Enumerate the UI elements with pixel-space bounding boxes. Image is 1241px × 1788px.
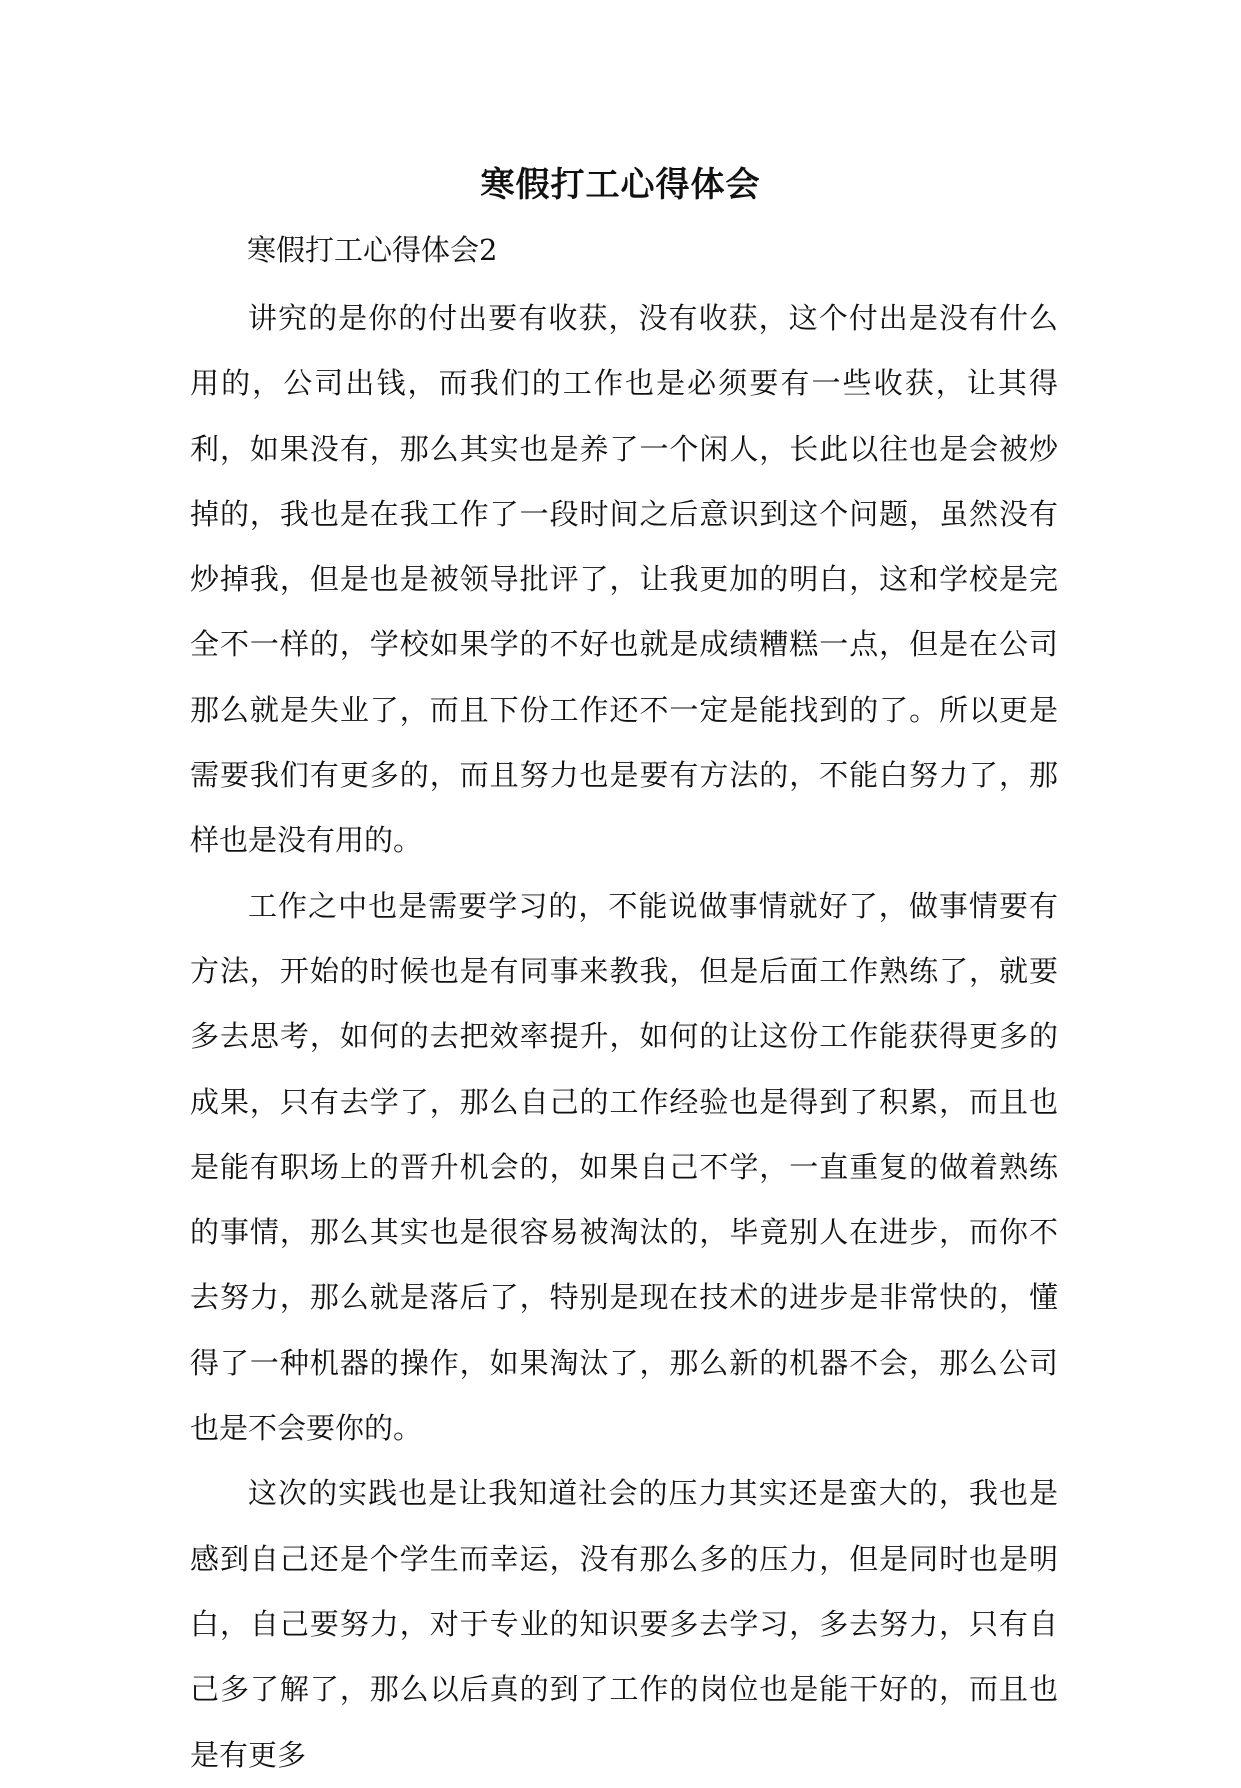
document-subtitle: 寒假打工心得体会2 <box>247 233 498 267</box>
paragraph: 讲究的是你的付出要有收获，没有收获，这个付出是没有什么用的，公司出钱，而我们的工作也是必须要有一些收获，让其得利，如果没有，那么其实也是养了一个闲人，长此以往也是会被炒掉的，我也是在我工作了一段时间之后意识到这个问题，虽然没有炒掉我，但是也是被领导批评了，让我更加的明白，这和学校是完全不一样的，学校如果学的不好也就是成绩糟糕一点，但是在公司那么就是失业了，而且下份工作还不一定是能找到的了。所以更是需要我们有更多的，而且努力也是要有方法的，不能白努力了，那样也是没有用的。 <box>190 301 1058 858</box>
document-title: 寒假打工心得体会 <box>480 165 761 205</box>
paragraph: 这次的实践也是让我知道社会的压力其实还是蛮大的，我也是感到自己还是个学生而幸运，没有那么多的压力，但是同时也是明白，自己要努力，对于专业的知识要多去学习，多去努力，只有自己多了解了，那么以后真的到了工作的岗位也是能干好的，而且也是有更多 <box>190 1476 1058 1772</box>
paragraph: 工作之中也是需要学习的，不能说做事情就好了，做事情要有方法，开始的时候也是有同事来教我，但是后面工作熟练了，就要多去思考，如何的去把效率提升，如何的让这份工作能获得更多的成果，只有去学了，那么自己的工作经验也是得到了积累，而且也是能有职场上的晋升机会的，如果自己不学，一直重复的做着熟练的事情，那么其实也是很容易被淘汰的，毕竟别人在进步，而你不去努力，那么就是落后了，特别是现在技术的进步是非常快的，懂得了一种机器的操作，如果淘汰了，那么新的机器不会，那么公司也是不会要你的。 <box>190 888 1058 1446</box>
document-body <box>190 286 1058 1788</box>
